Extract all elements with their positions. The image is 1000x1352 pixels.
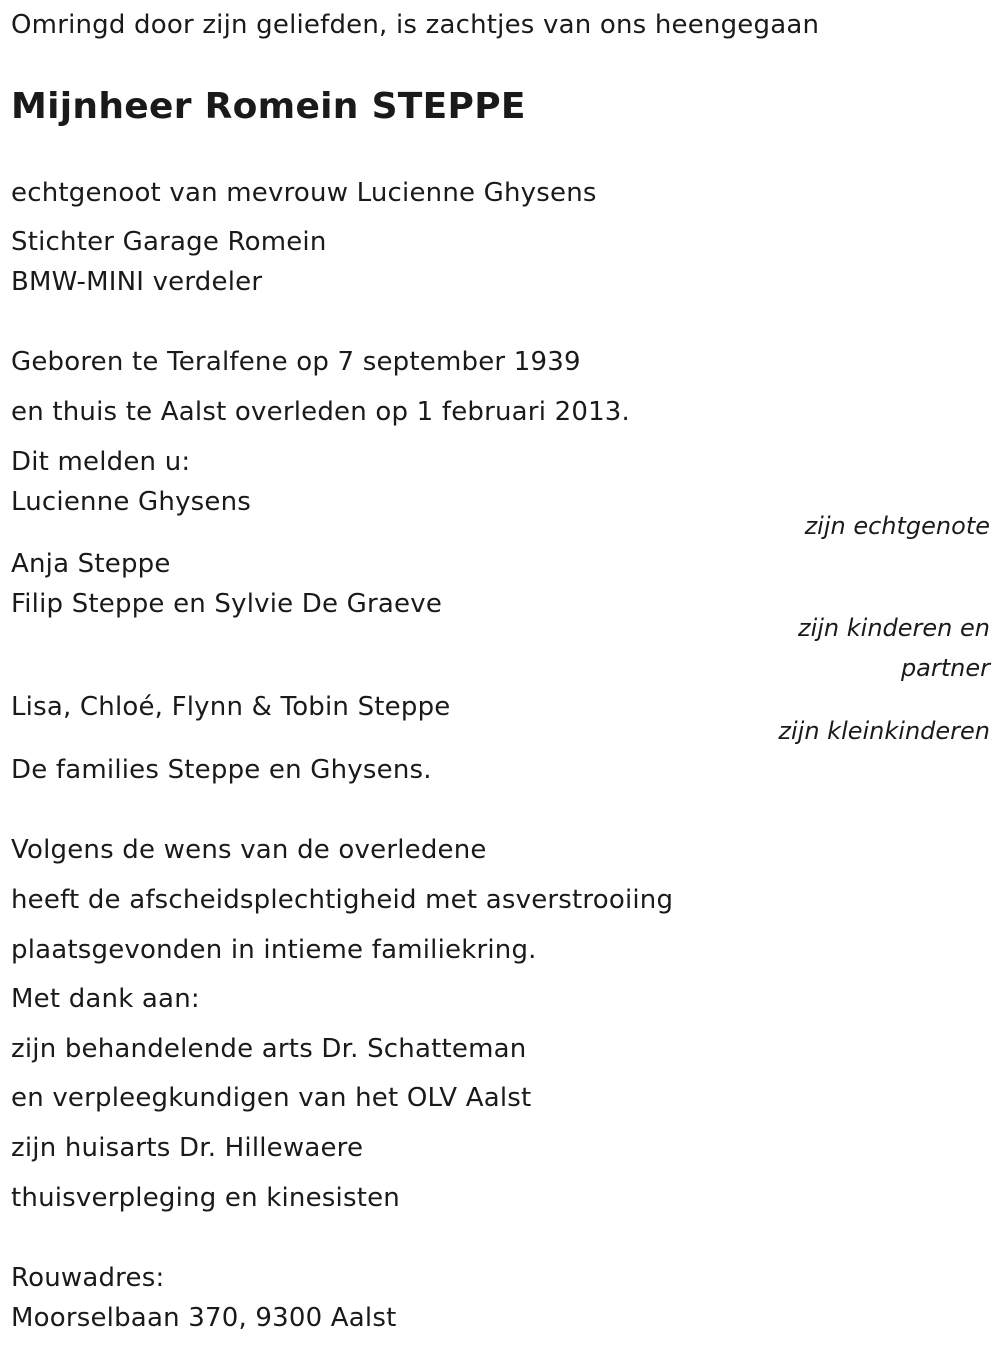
death-line: en thuis te Aalst overleden op 1 februari 2013. xyxy=(11,397,631,427)
child-1: Anja Steppe xyxy=(11,549,171,579)
ceremony-line-3: plaatsgevonden in intieme familiekring. xyxy=(11,935,537,965)
deceased-name: Mijnheer Romein STEPPE xyxy=(11,86,526,127)
spouse-name: Lucienne Ghysens xyxy=(11,487,252,517)
ceremony-line-1: Volgens de wens van de overledene xyxy=(11,835,487,865)
spouse-line: echtgenoot van mevrouw Lucienne Ghysens xyxy=(11,178,597,208)
address: Moorselbaan 370, 9300 Aalst xyxy=(11,1303,397,1333)
thanks-line-4: thuisverpleging en kinesisten xyxy=(11,1183,400,1213)
grandchildren-role: zijn kleinkinderen xyxy=(778,717,990,745)
birth-line: Geboren te Teralfene op 7 september 1939 xyxy=(11,347,581,377)
thanks-line-3: zijn huisarts Dr. Hillewaere xyxy=(11,1133,364,1163)
ceremony-line-2: heeft de afscheidsplechtigheid met asverstrooiing xyxy=(11,885,674,915)
thanks-label: Met dank aan: xyxy=(11,984,200,1014)
grandchildren: Lisa, Chloé, Flynn & Tobin Steppe xyxy=(11,692,451,722)
occupation-line-2: BMW-MINI verdeler xyxy=(11,267,263,297)
children-role-line-2: partner xyxy=(900,654,990,682)
intro-line: Omringd door zijn geliefden, is zachtjes van ons heengegaan xyxy=(11,10,820,40)
thanks-line-2: en verpleegkundigen van het OLV Aalst xyxy=(11,1083,532,1113)
child-2: Filip Steppe en Sylvie De Graeve xyxy=(11,589,443,619)
announce-label: Dit melden u: xyxy=(11,447,191,477)
occupation-line-1: Stichter Garage Romein xyxy=(11,227,327,257)
children-role-line-1: zijn kinderen en xyxy=(798,614,990,642)
spouse-role: zijn echtgenote xyxy=(804,512,990,540)
address-label: Rouwadres: xyxy=(11,1263,165,1293)
thanks-line-1: zijn behandelende arts Dr. Schatteman xyxy=(11,1034,527,1064)
families-line: De families Steppe en Ghysens. xyxy=(11,755,432,785)
